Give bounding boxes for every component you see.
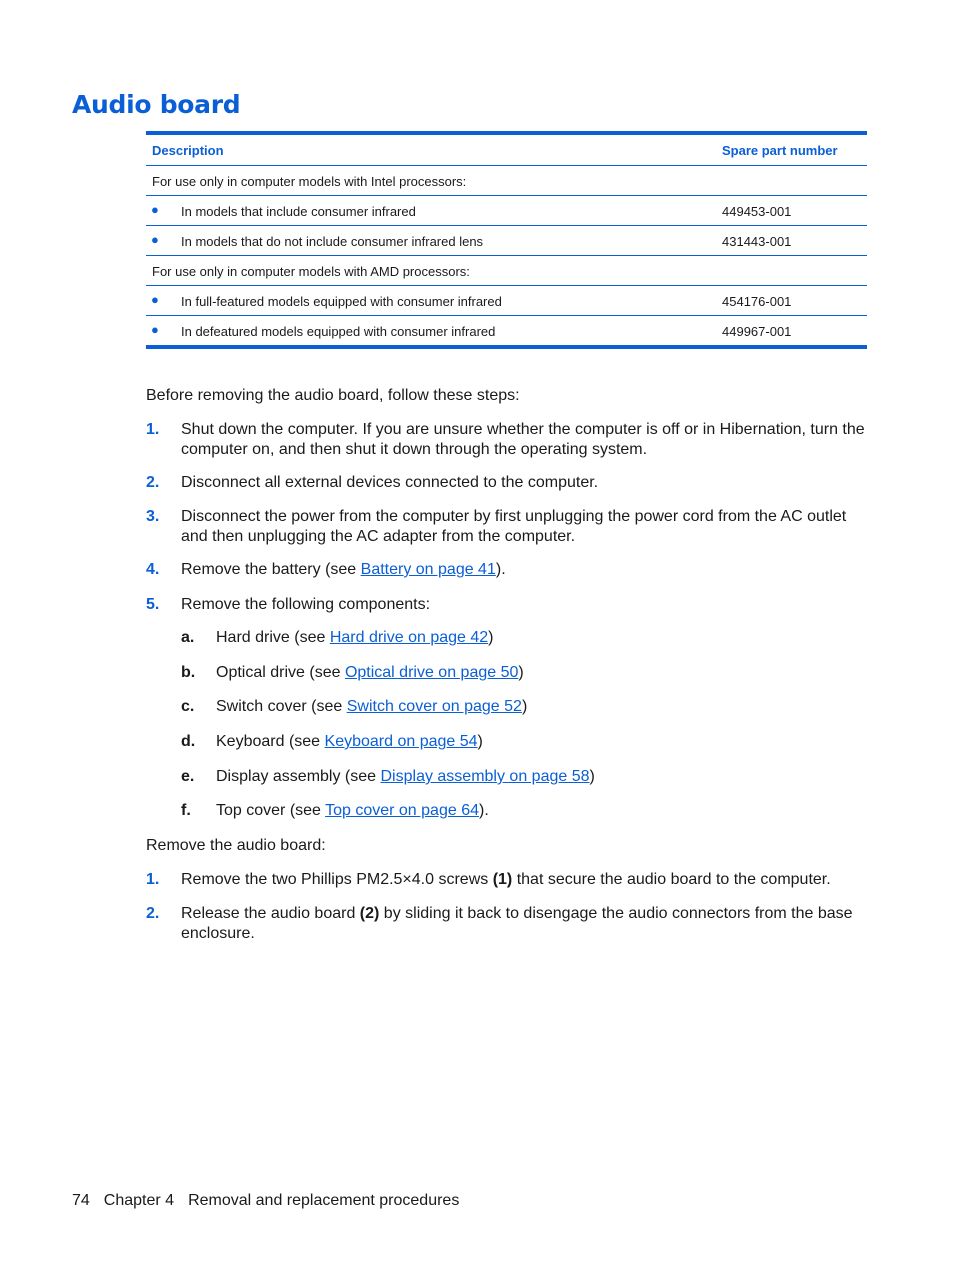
bullet-icon: ● — [151, 232, 159, 247]
bullet-icon: ● — [151, 322, 159, 337]
step-number: 3. — [146, 508, 160, 525]
callout-number: (2) — [359, 905, 380, 922]
table-cell-part-number: 449967-001 — [722, 324, 792, 339]
table-row — [146, 316, 867, 345]
table-group-label: For use only in computer models with AMD processors: — [152, 264, 470, 279]
substep-text-prefix: Keyboard (see — [216, 733, 325, 750]
table-group-label: For use only in computer models with Intel processors: — [152, 174, 467, 189]
callout-number: (1) — [492, 871, 513, 888]
step-number: 2. — [146, 905, 160, 922]
step-text-suffix: that secure the audio board to the computer. — [512, 871, 831, 888]
substep-text-suffix: ) — [521, 698, 528, 715]
substep-letter: b. — [181, 664, 196, 681]
table-cell-description: In full-featured models equipped with consumer infrared — [181, 294, 502, 309]
bullet-icon: ● — [151, 292, 159, 307]
table-row — [146, 226, 867, 256]
step-text — [181, 904, 871, 944]
table-row — [146, 196, 867, 226]
substep-text — [216, 767, 595, 787]
table-header-row — [146, 135, 867, 166]
substep-text-suffix: ) — [589, 768, 595, 785]
switch-cover-link[interactable]: Switch cover on page 52 — [346, 698, 522, 715]
substep-text — [216, 697, 527, 717]
battery-link[interactable]: Battery on page 41 — [360, 561, 496, 578]
step-number: 1. — [146, 871, 160, 888]
table-row — [146, 256, 867, 286]
substep-letter: e. — [181, 768, 195, 785]
step-text: Remove the following components: — [181, 596, 431, 613]
remove-intro-paragraph: Remove the audio board: — [146, 837, 326, 854]
top-cover-link[interactable]: Top cover on page 64 — [325, 802, 479, 819]
step-text: Disconnect all external devices connected to the computer. — [181, 474, 599, 491]
step-text-prefix: Remove the battery (see — [181, 561, 361, 578]
step-text: Shut down the computer. If you are unsure whether the computer is off or in Hibernation, turn the computer on, and then shut it down through the operating system. — [181, 421, 865, 458]
page-title: Audio board — [72, 90, 241, 119]
table-cell-part-number: 449453-001 — [722, 204, 792, 219]
column-header-spare-part-number: Spare part number — [722, 143, 838, 158]
intro-paragraph: Before removing the audio board, follow these steps: — [146, 387, 520, 404]
column-header-description: Description — [152, 143, 224, 158]
table-cell-description: In defeatured models equipped with consumer infrared — [181, 324, 496, 339]
substep-letter: c. — [181, 698, 195, 715]
table-cell-description: In models that include consumer infrared — [181, 204, 416, 219]
substep-text-suffix: ) — [518, 664, 524, 681]
table-cell-part-number: 431443-001 — [722, 234, 792, 249]
step-text — [181, 560, 871, 580]
substep-text-prefix: Switch cover (see — [216, 698, 347, 715]
substep-text — [216, 732, 483, 752]
substep-text-suffix: ) — [488, 629, 494, 646]
substep-text-suffix: ). — [478, 802, 489, 819]
substep-text-prefix: Top cover (see — [216, 802, 326, 819]
substep-letter: a. — [181, 629, 195, 646]
substep-text — [216, 663, 524, 683]
step-number: 1. — [146, 421, 160, 438]
spare-parts-table — [146, 131, 867, 349]
bullet-icon: ● — [151, 202, 159, 217]
substep-text — [216, 628, 493, 648]
table-row — [146, 286, 867, 316]
optical-drive-link[interactable]: Optical drive on page 50 — [344, 664, 519, 681]
display-assembly-link[interactable]: Display assembly on page 58 — [380, 768, 590, 785]
step-number: 2. — [146, 474, 160, 491]
step-number: 4. — [146, 561, 160, 578]
substep-text-prefix: Hard drive (see — [216, 629, 330, 646]
step-number: 5. — [146, 596, 160, 613]
chapter-label: Chapter 4 — [103, 1192, 175, 1209]
substep-text-prefix: Optical drive (see — [216, 664, 345, 681]
substep-text-prefix: Display assembly (see — [216, 768, 381, 785]
step-text-prefix: Release the audio board — [181, 905, 360, 922]
table-cell-part-number: 454176-001 — [722, 294, 792, 309]
substep-letter: f. — [181, 802, 191, 819]
hard-drive-link[interactable]: Hard drive on page 42 — [329, 629, 489, 646]
step-text-suffix: ). — [495, 561, 506, 578]
page-number: 74 — [72, 1192, 90, 1209]
substep-text-suffix: ) — [477, 733, 483, 750]
keyboard-link[interactable]: Keyboard on page 54 — [324, 733, 478, 750]
step-text-prefix: Remove the two Phillips PM2.5×4.0 screws — [181, 871, 493, 888]
step-text — [181, 870, 871, 890]
table-cell-description: In models that do not include consumer infrared lens — [181, 234, 484, 249]
substep-text — [216, 801, 489, 821]
substep-letter: d. — [181, 733, 196, 750]
page-footer — [72, 1192, 473, 1210]
chapter-title: Removal and replacement procedures — [188, 1192, 460, 1209]
table-row — [146, 166, 867, 196]
step-text: Disconnect the power from the computer by first unplugging the power cord from the AC outlet and then unplugging the AC adapter from the computer. — [181, 508, 847, 545]
step-text-suffix: by sliding it back to disengage the audio connectors from the base enclosure. — [181, 905, 853, 942]
